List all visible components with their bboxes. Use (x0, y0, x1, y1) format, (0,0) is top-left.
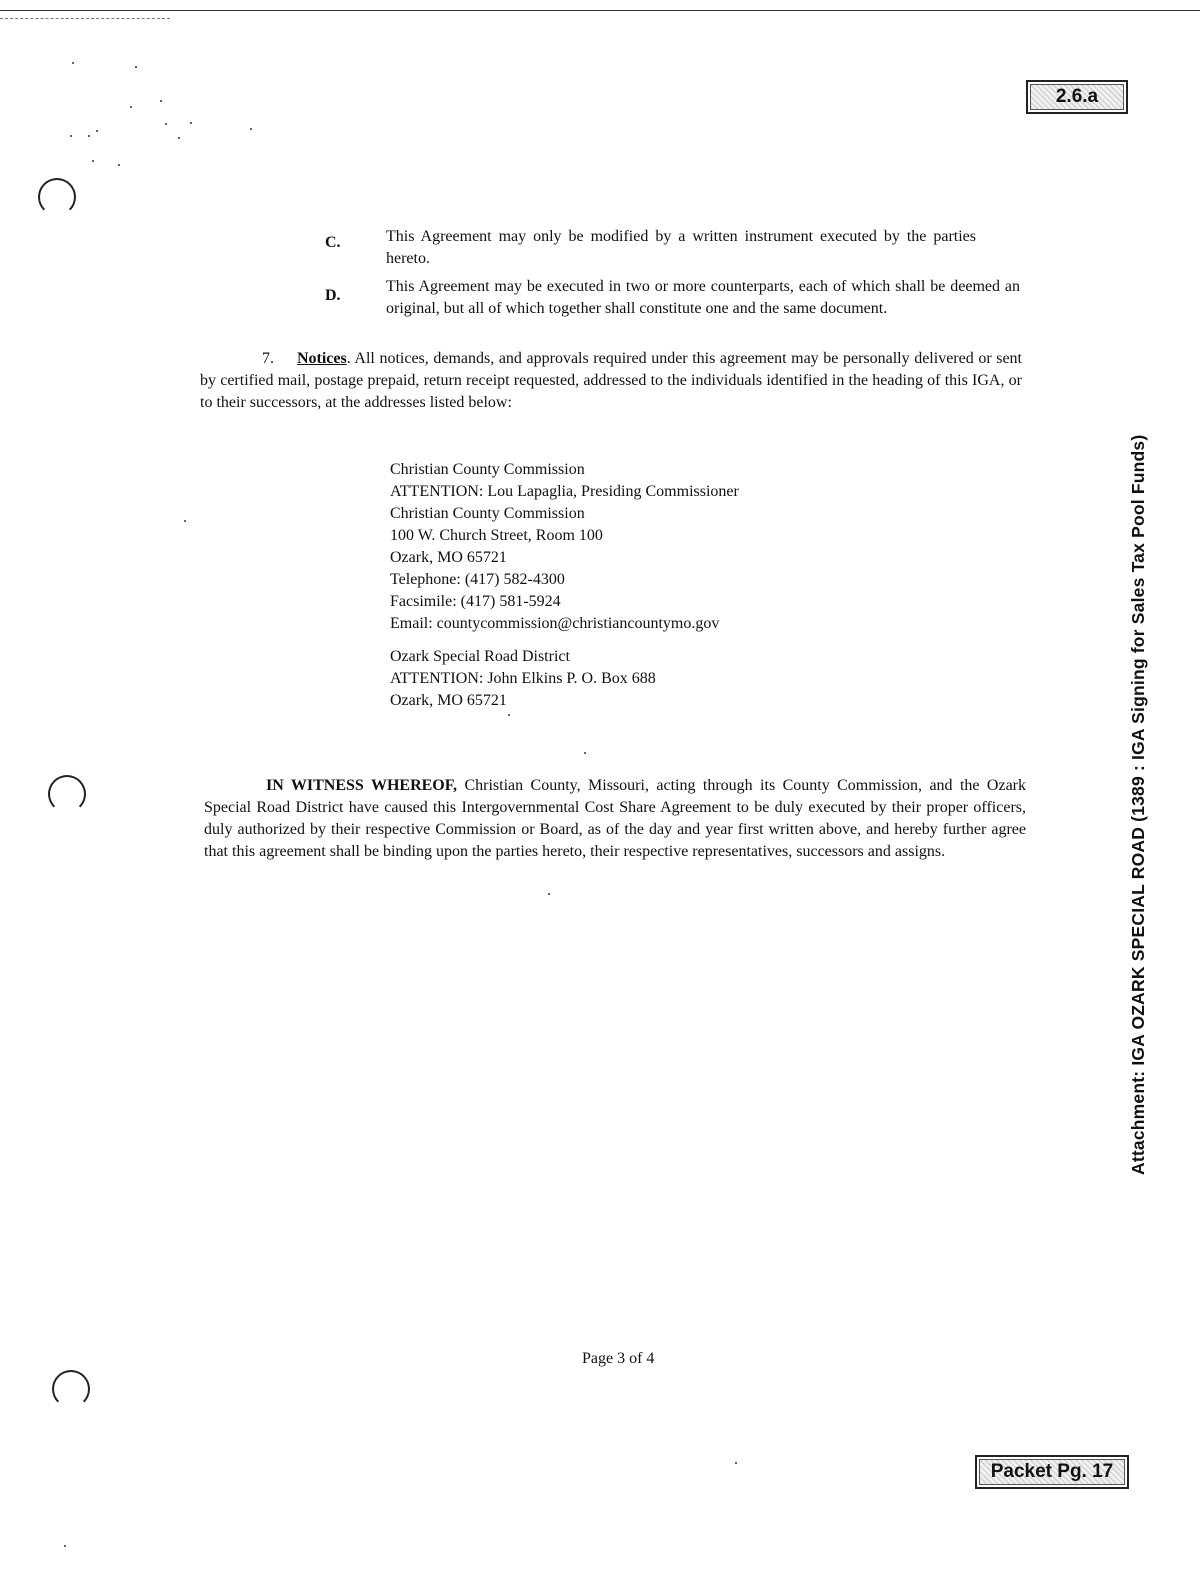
scan-speck (735, 1462, 737, 1464)
scan-speck (548, 893, 550, 895)
address-line: Ozark, MO 65721 (390, 549, 507, 566)
scan-speck (70, 135, 72, 137)
scan-speck (178, 137, 180, 139)
scan-speck (135, 66, 137, 68)
scan-top-edge (0, 10, 1200, 11)
scan-speck (190, 122, 192, 124)
address-line: Christian County Commission (390, 461, 585, 478)
address-line: Telephone: (417) 582-4300 (390, 571, 565, 588)
address-line: 100 W. Church Street, Room 100 (390, 527, 603, 544)
address-line: Ozark Special Road District (390, 648, 570, 665)
notices-number: 7. (262, 350, 274, 367)
address-line: Facsimile: (417) 581-5924 (390, 593, 561, 610)
scan-speck (160, 100, 162, 102)
scan-speck (118, 164, 120, 166)
address-line: Christian County Commission (390, 505, 585, 522)
address-line: Ozark, MO 65721 (390, 692, 507, 709)
notices-heading: Notices (296, 350, 347, 367)
address-line: ATTENTION: Lou Lapaglia, Presiding Commissioner (390, 483, 739, 500)
notices-text: . All notices, demands, and approvals required under this agreement may be personally delivered or sent by certified mail, postage prepaid, return receipt requested, addressed to the individuals identified in the heading of this IGA, or to their successors, at the addresses listed below: (200, 350, 1023, 411)
agenda-item-badge: 2.6.a (1026, 80, 1128, 114)
scan-speck (508, 714, 510, 716)
scan-speck (584, 752, 586, 754)
scan-speck (250, 128, 252, 130)
item-d-label: D. (325, 287, 341, 304)
scan-speck (96, 130, 98, 132)
item-c-text: This Agreement may only be modified by a written instrument executed by the parties hereto. (386, 228, 976, 267)
packet-page-badge: Packet Pg. 17 (975, 1455, 1129, 1489)
scan-speck (72, 62, 74, 64)
county-address-block (390, 459, 739, 635)
witness-text: Christian County, Missouri, acting through its County Commission, and the Ozark Special Road District have caused this Intergovernmental Cost Share Agreement to be duly executed by their proper officers, duly authorized by their respective Commission or Board, as of the day and year first written above, and hereby further agree that this agreement shall be binding upon the parties hereto, their respective representatives, successors and assigns. (204, 777, 1027, 860)
district-address-block (390, 646, 656, 712)
witness-paragraph (204, 775, 1026, 863)
scan-speck (130, 106, 132, 108)
scan-top-edge-dash (0, 18, 170, 19)
page-number: Page 3 of 4 (582, 1350, 655, 1367)
item-c-label: C. (325, 234, 341, 251)
scan-speck (88, 135, 90, 137)
attachment-sidebar-label: Attachment: IGA OZARK SPECIAL ROAD (1389 : IGA Signing for Sales Tax Pool Funds) (1128, 434, 1148, 1175)
scan-speck (64, 1545, 66, 1547)
item-d-text: This Agreement may be executed in two or more counterparts, each of which shall be deemed an original, but all of which together shall constitute one and the same document. (386, 278, 1020, 317)
witness-lead: IN WITNESS WHEREOF, (266, 777, 458, 794)
email-line: Email: countycommission@christiancountymo.gov (390, 615, 720, 632)
scan-speck (92, 160, 94, 162)
scan-speck (184, 520, 186, 522)
scan-speck (165, 123, 167, 125)
punch-hole-middle (48, 775, 86, 813)
punch-hole-top (38, 178, 76, 216)
address-line: ATTENTION: John Elkins P. O. Box 688 (390, 670, 656, 687)
punch-hole-bottom (52, 1370, 90, 1408)
notices-paragraph (200, 348, 1022, 414)
